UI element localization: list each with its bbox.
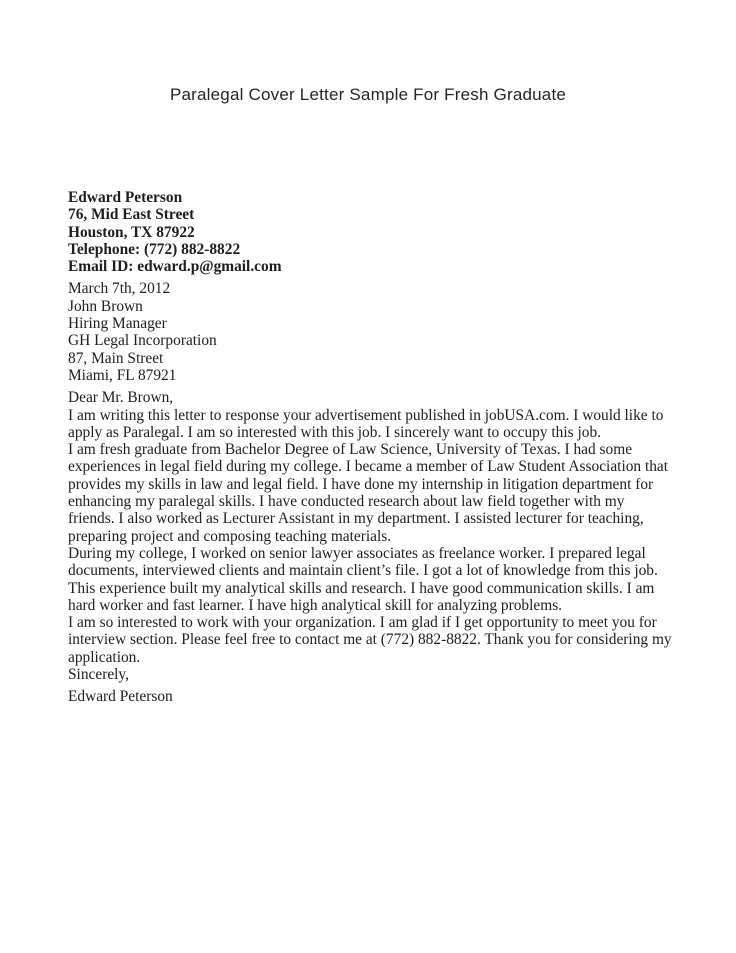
body-paragraph-1: I am writing this letter to response your advertisement published in jobUSA.com. I would like to apply as Paralegal. I am so interested with this job. I sincerely want to occupy this job. xyxy=(68,406,664,441)
document-title: Paralegal Cover Letter Sample For Fresh Graduate xyxy=(169,85,567,104)
recipient-job-title: Hiring Manager xyxy=(68,315,167,333)
salutation: Dear Mr. Brown, xyxy=(68,389,174,407)
closing-paragraph: I am so interested to work with your organization. I am glad if I get opportunity to meet you for interview section. Please feel free to contact me at (772) 882-8822. Thank you for considering my application. xyxy=(68,614,672,666)
sender-email: Email ID: edward.p@gmail.com xyxy=(68,258,282,276)
recipient-address-line1: 87, Main Street xyxy=(68,349,164,367)
date-line: March 7th, 2012 xyxy=(68,280,171,298)
sender-name: Edward Peterson xyxy=(68,189,183,206)
recipient-block xyxy=(68,298,674,384)
sender-block xyxy=(68,189,674,275)
body-paragraph-3: During my college, I worked on senior lawyer associates as freelance worker. I prepared legal documents, interviewed clients and maintain client’s file. I got a lot of knowledge from this job. This experience built my analytical skills and research. I have good communication skills. I am hard worker and fast learner. I have high analytical skill for analyzing problems. xyxy=(68,544,658,614)
recipient-company: GH Legal Incorporation xyxy=(68,332,217,350)
recipient-address-line2: Miami, FL 87921 xyxy=(68,366,177,384)
valediction: Sincerely, xyxy=(68,666,129,684)
letter-body xyxy=(68,189,674,706)
sender-address-line2: Houston, TX 87922 xyxy=(68,223,195,241)
recipient-name: John Brown xyxy=(68,297,143,315)
sender-telephone: Telephone: (772) 882-8822 xyxy=(68,240,241,258)
closing-block xyxy=(68,614,674,683)
body-paragraph-2: I am fresh graduate from Bachelor Degree of Law Science, University of Texas. I had some experiences in legal field during my college. I became a member of Law Student Association that provides my skills in law and legal field. I have done my internship in litigation department for enhancing my paralegal skills. I have conducted research about law field together with my friends. I also worked as Lecturer Assistant in my department. I assisted lecturer for teaching, preparing project and composing teaching materials. xyxy=(68,441,669,545)
sender-address-line1: 76, Mid East Street xyxy=(68,206,195,224)
signature-name: Edward Peterson xyxy=(68,688,173,706)
